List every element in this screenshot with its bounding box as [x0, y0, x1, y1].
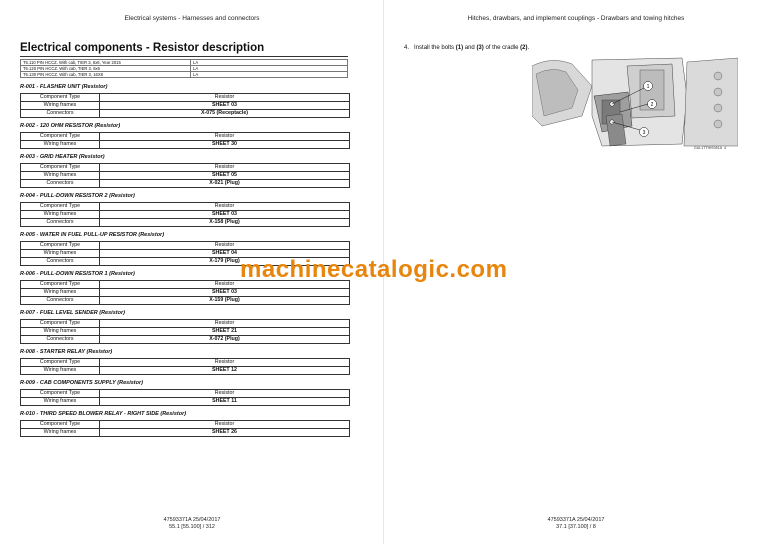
resistor-section [20, 123, 350, 149]
component-spec-table [20, 319, 350, 344]
instruction-step: 4. Install the bolts (1) and (3) of the cradle (2). [404, 45, 530, 51]
spec-row [21, 179, 350, 187]
spec-value: Resistor [100, 389, 350, 397]
callout-1: 1 [646, 84, 650, 90]
spec-row [21, 93, 350, 101]
spec-label: Component Type [21, 202, 100, 210]
spec-label: Component Type [21, 389, 100, 397]
callout-3: 3 [642, 130, 646, 136]
spec-label: Wiring frames [21, 101, 100, 109]
spec-row [21, 420, 350, 428]
watermark-text: machinecatalogic.com [240, 256, 508, 283]
spec-label: Component Type [21, 93, 100, 101]
spec-value: X-179 (Plug) [100, 257, 350, 265]
section-title: R-008 - STARTER RELAY (Resistor) [20, 349, 113, 355]
spec-label: Wiring frames [21, 397, 100, 405]
page-title: Electrical components - Resistor description [20, 42, 265, 54]
right-running-header: Hitches, drawbars, and implement couplings - Drawbars and towing hitches [467, 15, 685, 22]
component-spec-table [20, 163, 350, 188]
spec-row [21, 335, 350, 343]
resistor-section [20, 84, 350, 118]
section-title: R-001 - FLASHER UNIT (Resistor) [20, 84, 108, 90]
spec-label: Connectors [21, 218, 100, 226]
section-title: R-002 - 120 OHM RESISTOR (Resistor) [20, 123, 121, 129]
model-applicability-table [20, 59, 348, 78]
spec-value: SHEET 30 [100, 140, 350, 148]
spec-value: Resistor [100, 93, 350, 101]
resistor-section [20, 380, 350, 406]
spec-label: Component Type [21, 280, 100, 288]
spec-label: Component Type [21, 420, 100, 428]
spec-label: Connectors [21, 335, 100, 343]
spec-value: SHEET 26 [100, 428, 350, 436]
component-spec-table [20, 358, 350, 375]
model-name: T6.110 PIN HCCZ. With cab, TIER 3, 6x6, Year 2015 [21, 60, 191, 66]
spec-label: Wiring frames [21, 428, 100, 436]
left-footer-doc-id: 47593371A 25/04/2017 [163, 517, 221, 523]
spec-label: Connectors [21, 296, 100, 304]
spec-label: Component Type [21, 358, 100, 366]
component-spec-table [20, 93, 350, 118]
model-row [21, 72, 348, 78]
spec-label: Connectors [21, 257, 100, 265]
spec-value: SHEET 12 [100, 366, 350, 374]
spec-value: SHEET 11 [100, 397, 350, 405]
spec-row [21, 366, 350, 374]
spec-label: Wiring frames [21, 249, 100, 257]
spec-row [21, 428, 350, 436]
spec-row [21, 140, 350, 148]
spec-value: SHEET 03 [100, 101, 350, 109]
spec-value: Resistor [100, 163, 350, 171]
spec-label: Wiring frames [21, 210, 100, 218]
spec-value: Resistor [100, 358, 350, 366]
spec-label: Connectors [21, 109, 100, 117]
spec-value: SHEET 03 [100, 288, 350, 296]
spec-label: Connectors [21, 179, 100, 187]
spec-label: Component Type [21, 132, 100, 140]
spec-value: Resistor [100, 420, 350, 428]
spec-value: SHEET 03 [100, 210, 350, 218]
spec-row [21, 358, 350, 366]
spec-value: X-159 (Plug) [100, 296, 350, 304]
spec-label: Wiring frames [21, 366, 100, 374]
spec-value: Resistor [100, 241, 350, 249]
resistor-section [20, 411, 350, 437]
drawbar-cradle-illustration [532, 56, 738, 148]
spec-row [21, 101, 350, 109]
spec-row [21, 202, 350, 210]
figure-caption: GUL17THIS051A 4 [694, 146, 726, 150]
resistor-section [20, 154, 350, 188]
model-name: T6.130 PIN HCCZ. With cab, TIER 3, 16X8 [21, 72, 191, 78]
spec-label: Component Type [21, 319, 100, 327]
component-spec-table [20, 389, 350, 406]
resistor-section [20, 349, 350, 375]
right-footer [384, 517, 768, 531]
section-title: R-003 - GRID HEATER (Resistor) [20, 154, 105, 160]
section-title: R-006 - PULL-DOWN RESISTOR 1 (Resistor) [20, 271, 135, 277]
spec-value: Resistor [100, 202, 350, 210]
spec-label: Wiring frames [21, 171, 100, 179]
spec-label: Component Type [21, 241, 100, 249]
section-title: R-009 - CAB COMPONENTS SUPPLY (Resistor) [20, 380, 143, 386]
spec-value: X-021 (Plug) [100, 179, 350, 187]
spec-row [21, 319, 350, 327]
spec-row [21, 389, 350, 397]
spec-value: SHEET 04 [100, 249, 350, 257]
spec-label: Wiring frames [21, 140, 100, 148]
spec-value: Resistor [100, 319, 350, 327]
section-title: R-004 - PULL-DOWN RESISTOR 2 (Resistor) [20, 193, 135, 199]
spec-value: Resistor [100, 132, 350, 140]
model-region: LA [191, 60, 348, 66]
spec-row [21, 163, 350, 171]
model-name: T6.120 PIN HCCZ. With cab, TIER 3, 6x6 [21, 66, 191, 72]
spec-label: Wiring frames [21, 327, 100, 335]
callout-2: 2 [650, 102, 654, 108]
model-region: LA [191, 72, 348, 78]
component-spec-table [20, 202, 350, 227]
component-spec-table [20, 132, 350, 149]
spec-row [21, 397, 350, 405]
spec-row [21, 241, 350, 249]
spec-value: SHEET 21 [100, 327, 350, 335]
spec-row [21, 132, 350, 140]
title-rule [20, 56, 348, 57]
spec-value: Resistor [100, 280, 350, 288]
spec-row [21, 218, 350, 226]
left-footer [0, 517, 384, 531]
spec-row [21, 210, 350, 218]
resistor-section [20, 310, 350, 344]
spec-label: Wiring frames [21, 288, 100, 296]
left-running-header: Electrical systems - Harnesses and connectors [124, 15, 260, 22]
right-footer-page-number: 37.1 [37.100] / 8 [556, 524, 596, 530]
spec-row [21, 109, 350, 117]
section-title: R-005 - WATER IN FUEL PULL-UP RESISTOR (Resistor) [20, 232, 165, 238]
spec-row [21, 327, 350, 335]
section-title: R-007 - FUEL LEVEL SENDER (Resistor) [20, 310, 125, 316]
step-number: 4. [404, 45, 410, 51]
spec-row [21, 288, 350, 296]
spec-label: Component Type [21, 163, 100, 171]
section-title: R-010 - THIRD SPEED BLOWER RELAY - RIGHT SIDE (Resistor) [20, 411, 187, 417]
spec-value: X-075 (Receptacle) [100, 109, 350, 117]
spec-value: SHEET 05 [100, 171, 350, 179]
spec-row [21, 171, 350, 179]
spec-value: X-158 (Plug) [100, 218, 350, 226]
spec-row [21, 296, 350, 304]
right-footer-doc-id: 47593371A 25/04/2017 [547, 517, 605, 523]
spec-value: X-072 (Plug) [100, 335, 350, 343]
component-spec-table [20, 420, 350, 437]
resistor-section [20, 193, 350, 227]
model-region: LA [191, 66, 348, 72]
left-footer-page-number: 55.1 [55.100] / 312 [169, 524, 215, 530]
